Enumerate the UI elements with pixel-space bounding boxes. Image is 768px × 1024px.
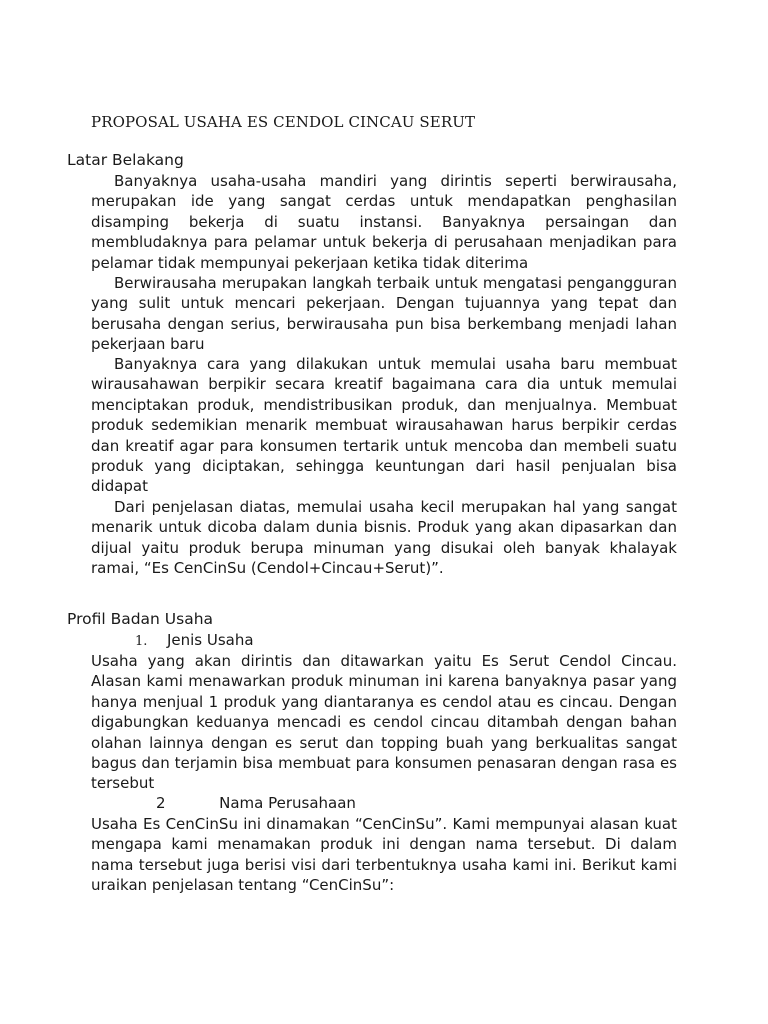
paragraph-jenis-usaha: Usaha yang akan dirintis dan ditawarkan yaitu Es Serut Cendol Cincau. Alasan kami menawarkan produk minuman ini karena banyaknya pasar yang hanya menjual 1 produk yang diantaranya es cendol atau es cincau. Dengan digabungkan keduanya mencadi es cendol cincau ditambah dengan bahan olahan lainnya dengan es serut dan topping buah yang berkualitas sangat bagus dan terjamin bisa membuat para konsumen penasaran dengan rasa es tersebut [91,652,677,793]
list-number: 1. [135,634,148,649]
section-heading-profil: Profil Badan Usaha [67,610,214,628]
list-label: Nama Perusahaan [219,794,356,812]
list-number: 2 [156,794,166,812]
list-item-jenis-usaha [135,631,254,649]
section-heading-latar-belakang: Latar Belakang [67,151,184,169]
document-title: PROPOSAL USAHA ES CENDOL CINCAU SERUT [91,113,476,131]
paragraph-latar-4: Dari penjelasan diatas, memulai usaha kecil merupakan hal yang sangat menarik untuk dicoba dalam dunia bisnis. Produk yang akan dipasarkan dan dijual yaitu produk berupa minuman yang disukai oleh banyak khalayak ramai, “Es CenCinSu (Cendol+Cincau+Serut)”. [91,498,677,578]
paragraph-latar-2: Berwirausaha merupakan langkah terbaik untuk mengatasi pengangguran yang sulit untuk mencari pekerjaan. Dengan tujuannya yang tepat dan berusaha dengan serius, berwirausaha pun bisa berkembang menjadi lahan pekerjaan baru [91,274,677,354]
list-item-nama-perusahaan [156,794,356,812]
paragraph-latar-3: Banyaknya cara yang dilakukan untuk memulai usaha baru membuat wirausahawan berpikir secara kreatif bagaimana cara dia untuk memulai menciptakan produk, mendistribusikan produk, dan menjualnya. Membuat produk sedemikian menarik membuat wirausahawan harus berpikir cerdas dan kreatif agar para konsumen tertarik untuk mencoba dan membeli suatu produk yang diciptakan, sehingga keuntungan dari hasil penjualan bisa didapat [91,355,677,496]
paragraph-latar-1: Banyaknya usaha-usaha mandiri yang dirintis seperti berwirausaha, merupakan ide yang sangat cerdas untuk mendapatkan penghasilan disamping bekerja di suatu instansi. Banyaknya persaingan dan membludaknya para pelamar untuk bekerja di perusahaan menjadikan para pelamar tidak mempunyai pekerjaan ketika tidak diterima [91,172,677,272]
list-label: Jenis Usaha [166,631,254,649]
paragraph-nama-perusahaan: Usaha Es CenCinSu ini dinamakan “CenCinSu”. Kami mempunyai alasan kuat mengapa kami menamakan produk ini dengan nama tersebut. Di dalam nama tersebut juga berisi visi dari terbentuknya usaha kami ini. Berikut kami uraikan penjelasan tentang “CenCinSu”: [91,815,677,895]
